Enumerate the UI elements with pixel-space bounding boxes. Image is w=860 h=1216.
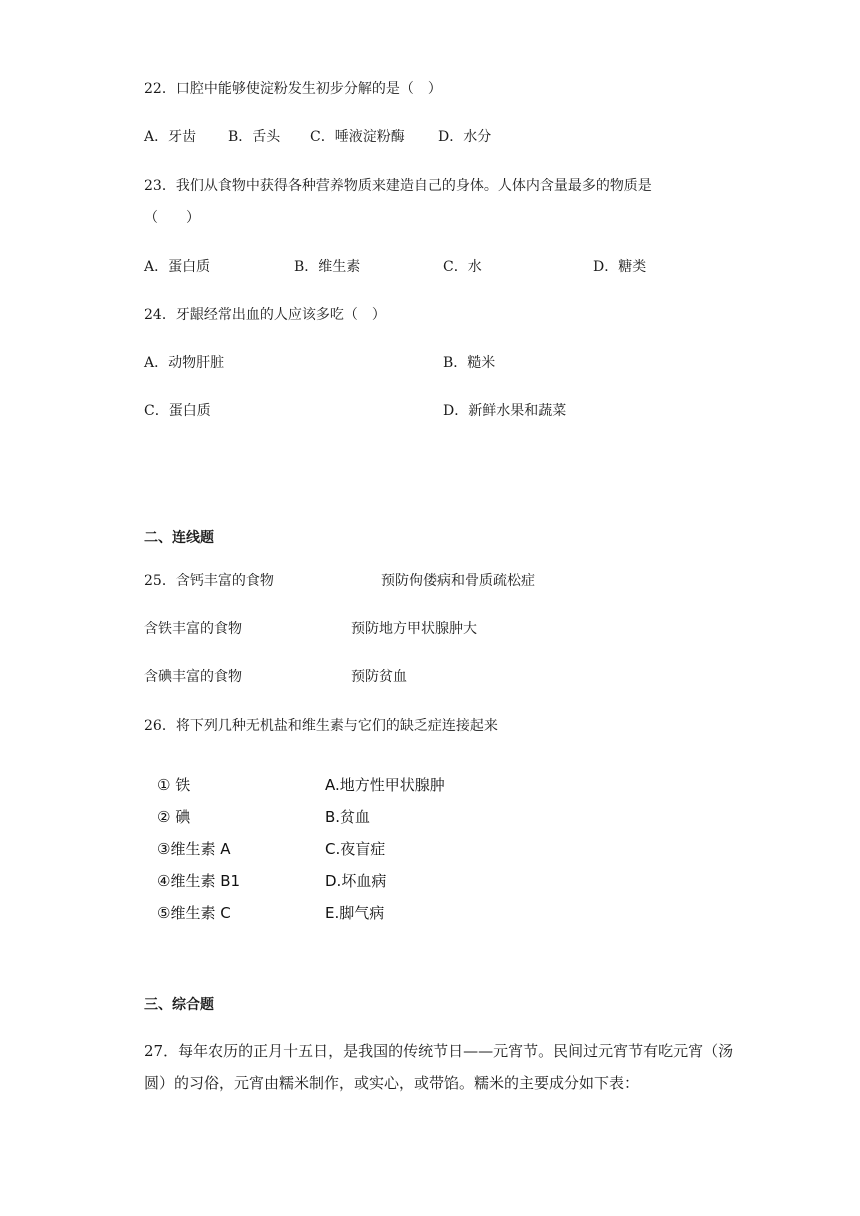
q26-left-item: ② 碘 (157, 808, 191, 826)
option-24-c: C．蛋白质 (144, 403, 211, 419)
q26-left-item: ⑤维生素 C (157, 904, 231, 922)
question-22-stem: 22．口腔中能够使淀粉发生初步分解的是（ ） (144, 81, 442, 97)
option-23-c: C．水 (443, 259, 482, 275)
question-24-stem: 24．牙龈经常出血的人应该多吃（ ） (144, 307, 386, 323)
option-24-a: A．动物肝脏 (144, 355, 225, 371)
question-23-blank: （ ） (144, 210, 200, 226)
option-22-c: C．唾液淀粉酶 (310, 129, 405, 145)
q26-right-item: D.坏血病 (325, 872, 387, 890)
option-22-a: A．牙齿 (144, 129, 197, 145)
q26-left-item: ④维生素 B1 (157, 872, 241, 890)
option-24-d: D．新鲜水果和蔬菜 (443, 403, 567, 419)
question-27-line-2: 圆）的习俗，元宵由糯米制作，或实心，或带馅。糯米的主要成分如下表： (144, 1074, 640, 1092)
q25-left-item: 25．含钙丰富的食物 (144, 573, 274, 589)
section-title-comprehensive: 三、综合题 (144, 997, 214, 1013)
section-title-matching: 二、连线题 (144, 530, 214, 546)
q26-right-item: C.夜盲症 (325, 840, 386, 858)
q25-right-item: 预防贫血 (351, 669, 407, 685)
q26-left-item: ③维生素 A (157, 840, 231, 858)
q25-right-item: 预防佝偻病和骨质疏松症 (381, 573, 535, 589)
q26-left-item: ① 铁 (157, 776, 191, 794)
option-23-d: D．糖类 (593, 259, 647, 275)
question-27-line-1: 27．每年农历的正月十五日，是我国的传统节日——元宵节。民间过元宵节有吃元宵（汤 (144, 1042, 734, 1060)
q25-left-item: 含碘丰富的食物 (144, 669, 242, 685)
q26-right-item: B.贫血 (325, 808, 371, 826)
q26-right-item: E.脚气病 (325, 904, 385, 922)
q25-right-item: 预防地方甲状腺肿大 (351, 621, 477, 637)
option-24-b: B．糙米 (443, 355, 496, 371)
option-23-a: A．蛋白质 (144, 259, 211, 275)
option-23-b: B．维生素 (294, 259, 361, 275)
option-22-b: B．舌头 (228, 129, 281, 145)
q26-right-item: A.地方性甲状腺肿 (325, 776, 445, 794)
option-22-d: D．水分 (438, 129, 492, 145)
question-26-stem: 26．将下列几种无机盐和维生素与它们的缺乏症连接起来 (144, 718, 498, 734)
q25-left-item: 含铁丰富的食物 (144, 621, 242, 637)
question-23-stem: 23．我们从食物中获得各种营养物质来建造自己的身体。人体内含量最多的物质是 (144, 178, 652, 194)
